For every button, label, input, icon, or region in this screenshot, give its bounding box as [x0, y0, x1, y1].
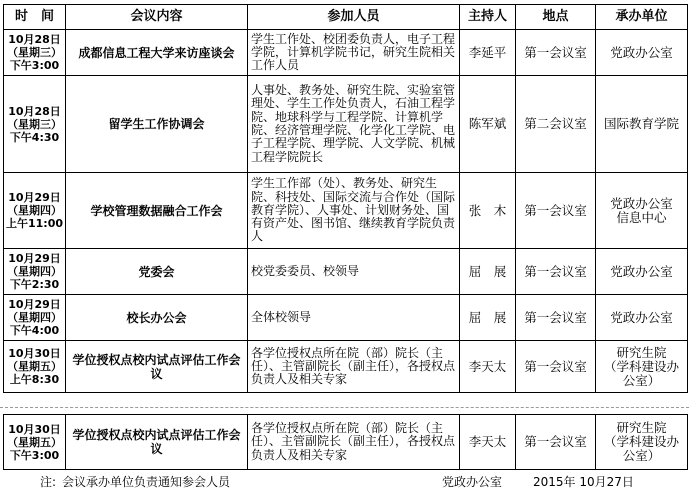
date-text: 10月29日 — [8, 252, 61, 265]
host-name: 屈 展 — [460, 295, 516, 341]
host-name: 陈军斌 — [460, 76, 516, 173]
time-text: 下午4:00 — [9, 324, 60, 337]
note-label: 注: — [40, 475, 57, 489]
issuer-name: 党政办公室 — [442, 475, 503, 489]
weekday-text: （星期五） — [7, 435, 62, 449]
time-cell — [4, 30, 66, 76]
weekday-text: （星期四） — [7, 311, 62, 324]
meeting-name: 留学生工作协调会 — [66, 76, 248, 173]
time-cell — [4, 341, 66, 393]
date-text: 10月30日 — [8, 422, 61, 436]
time-text: 上午11:00 — [6, 217, 64, 230]
host-name: 李天太 — [460, 341, 516, 393]
weekday-text: （星期四） — [7, 265, 62, 278]
time-cell — [4, 173, 66, 249]
weekday-text: （星期三） — [7, 117, 62, 131]
location-text: 第一会议室 — [516, 173, 596, 249]
time-text: 下午3:00 — [9, 59, 60, 72]
location-text: 第一会议室 — [516, 30, 596, 76]
organizer-text: 研究生院 （学科建设办公室） — [596, 415, 688, 470]
meeting-schedule-table-continued — [3, 414, 688, 470]
host-name: 屈 展 — [460, 249, 516, 295]
location-text: 第二会议室 — [516, 76, 596, 173]
date-text: 10月29日 — [8, 191, 61, 204]
meeting-name: 学位授权点校内试点评估工作会议 — [66, 415, 248, 470]
date-text: 10月28日 — [8, 33, 61, 46]
attendees-text: 各学位授权点所在院（部）院长（主任）、主管副院长（副主任），各授权点负责人及相关专家 — [248, 341, 460, 393]
location-text: 第一会议室 — [516, 415, 596, 470]
time-cell — [4, 249, 66, 295]
organizer-text: 研究生院 （学科建设办公室） — [596, 341, 688, 393]
table-row — [4, 341, 688, 393]
weekday-text: （星期三） — [7, 46, 62, 59]
header-host: 主持人 — [460, 5, 516, 30]
meeting-name: 学位授权点校内试点评估工作会议 — [66, 341, 248, 393]
organizer-text: 国际教育学院 — [596, 76, 688, 173]
attendees-text: 各学位授权点所在院（部）院长（主任）、主管副院长（副主任），各授权点负责人及相关专家 — [248, 415, 460, 470]
issue-date: 2015年 10月27日 — [533, 475, 634, 489]
time-text: 下午2:30 — [9, 278, 60, 291]
attendees-text: 人事处、教务处、研究生院、实验室管理处、学生工作处负责人，石油工程学院、地球科学与工程学院、计算机学院、经济管理学院、化学化工学院、电子工程学院、理学院、人文学院、机械工程学院院长 — [248, 76, 460, 173]
attendees-text: 校党委委员、校领导 — [248, 249, 460, 295]
time-cell — [4, 76, 66, 173]
table-row — [4, 415, 688, 470]
header-location: 地点 — [516, 5, 596, 30]
table-header-row — [4, 5, 688, 30]
date-text: 10月29日 — [8, 298, 61, 311]
table-row — [4, 249, 688, 295]
weekday-text: （星期五） — [7, 360, 62, 373]
meeting-name: 成都信息工程大学来访座谈会 — [66, 30, 248, 76]
table-row — [4, 295, 688, 341]
meeting-name: 学校管理数据融合工作会 — [66, 173, 248, 249]
meeting-name: 党委会 — [66, 249, 248, 295]
location-text: 第一会议室 — [516, 295, 596, 341]
time-cell — [4, 415, 66, 470]
weekday-text: （星期四） — [7, 204, 62, 217]
attendees-text: 学生工作部（处）、教务处、研究生院、科技处、国际交流与合作处（国际教育学院）、人事处、计划财务处、国有资产处、图书馆、继续教育学院负责人 — [248, 173, 460, 249]
organizer-text: 党政办公室 — [596, 249, 688, 295]
attendees-text: 学生工作处、校团委负责人，电子工程学院，计算机学院书记，研究生院相关工作人员 — [248, 30, 460, 76]
meeting-schedule-table — [3, 4, 688, 393]
header-meeting: 会议内容 — [66, 5, 248, 30]
attendees-text: 全体校领导 — [248, 295, 460, 341]
host-name: 李延平 — [460, 30, 516, 76]
host-name: 张 木 — [460, 173, 516, 249]
header-attendees: 参加人员 — [248, 5, 460, 30]
organizer-text: 党政办公室 信息中心 — [596, 173, 688, 249]
time-text: 下午4:30 — [9, 130, 60, 144]
date-text: 10月28日 — [8, 104, 61, 118]
table-row — [4, 30, 688, 76]
organizer-text: 党政办公室 — [596, 295, 688, 341]
location-text: 第一会议室 — [516, 249, 596, 295]
host-name: 李天太 — [460, 415, 516, 470]
meeting-name: 校长办公会 — [66, 295, 248, 341]
header-time: 时 间 — [4, 5, 66, 30]
location-text: 第一会议室 — [516, 341, 596, 393]
page-break-divider — [0, 407, 689, 408]
table-row — [4, 173, 688, 249]
table-row — [4, 76, 688, 173]
organizer-text: 党政办公室 — [596, 30, 688, 76]
date-text: 10月30日 — [8, 347, 61, 360]
time-text: 上午8:30 — [9, 373, 60, 386]
note-text: 会议承办单位负责通知参会人员 — [62, 475, 231, 489]
time-text: 下午3:00 — [9, 448, 60, 462]
time-cell — [4, 295, 66, 341]
header-organizer: 承办单位 — [596, 5, 688, 30]
